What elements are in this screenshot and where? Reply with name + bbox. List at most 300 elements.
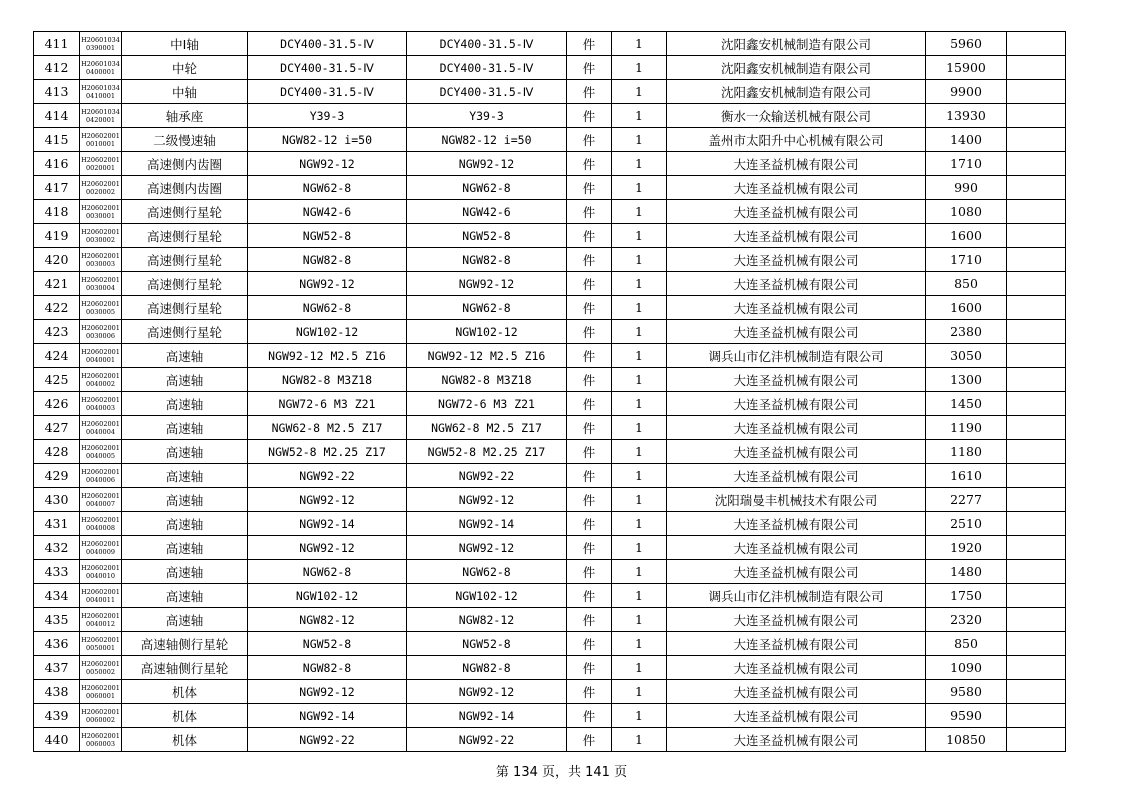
model-cell: DCY400-31.5-Ⅳ bbox=[407, 80, 567, 104]
material-code-cell: H206020010040002 bbox=[80, 368, 122, 392]
spec-cell: NGW52-8 M2.25 Z17 bbox=[248, 440, 407, 464]
row-number-cell: 423 bbox=[34, 320, 80, 344]
part-name-cell: 中Ⅰ轴 bbox=[122, 32, 248, 56]
price-cell: 1610 bbox=[926, 464, 1007, 488]
material-code-cell: H206020010030004 bbox=[80, 272, 122, 296]
price-cell: 850 bbox=[926, 632, 1007, 656]
row-number-cell: 424 bbox=[34, 344, 80, 368]
material-code-cell: H206020010040011 bbox=[80, 584, 122, 608]
price-cell: 1190 bbox=[926, 416, 1007, 440]
note-cell bbox=[1007, 440, 1066, 464]
row-number-cell: 437 bbox=[34, 656, 80, 680]
price-cell: 1080 bbox=[926, 200, 1007, 224]
note-cell bbox=[1007, 272, 1066, 296]
table-row bbox=[34, 512, 1066, 536]
spec-cell: NGW92-12 M2.5 Z16 bbox=[248, 344, 407, 368]
part-name-cell: 高速轴 bbox=[122, 392, 248, 416]
quantity-cell: 1 bbox=[612, 152, 667, 176]
quantity-cell: 1 bbox=[612, 56, 667, 80]
price-cell: 2320 bbox=[926, 608, 1007, 632]
note-cell bbox=[1007, 608, 1066, 632]
note-cell bbox=[1007, 128, 1066, 152]
table-row bbox=[34, 248, 1066, 272]
model-cell: NGW92-12 bbox=[407, 152, 567, 176]
quantity-cell: 1 bbox=[612, 392, 667, 416]
row-number-cell: 433 bbox=[34, 560, 80, 584]
row-number-cell: 412 bbox=[34, 56, 80, 80]
price-cell: 1450 bbox=[926, 392, 1007, 416]
row-number-cell: 427 bbox=[34, 416, 80, 440]
price-cell: 2380 bbox=[926, 320, 1007, 344]
spec-cell: NGW52-8 bbox=[248, 632, 407, 656]
unit-cell: 件 bbox=[567, 248, 612, 272]
price-cell: 1400 bbox=[926, 128, 1007, 152]
model-cell: NGW92-12 bbox=[407, 488, 567, 512]
material-code-cell: H206020010020001 bbox=[80, 152, 122, 176]
price-cell: 1300 bbox=[926, 368, 1007, 392]
price-cell: 1480 bbox=[926, 560, 1007, 584]
unit-cell: 件 bbox=[567, 392, 612, 416]
supplier-cell: 沈阳瑞曼丰机械技术有限公司 bbox=[667, 488, 926, 512]
spec-cell: NGW92-12 bbox=[248, 152, 407, 176]
quantity-cell: 1 bbox=[612, 296, 667, 320]
page-indicator: 第 134 页，共 141 页 bbox=[495, 765, 628, 780]
table-row bbox=[34, 224, 1066, 248]
note-cell bbox=[1007, 536, 1066, 560]
table-row bbox=[34, 728, 1066, 752]
unit-cell: 件 bbox=[567, 272, 612, 296]
table-row bbox=[34, 536, 1066, 560]
unit-cell: 件 bbox=[567, 320, 612, 344]
quantity-cell: 1 bbox=[612, 80, 667, 104]
spec-cell: NGW62-8 bbox=[248, 560, 407, 584]
price-cell: 1920 bbox=[926, 536, 1007, 560]
quantity-cell: 1 bbox=[612, 128, 667, 152]
part-name-cell: 高速侧内齿圈 bbox=[122, 176, 248, 200]
price-cell: 1090 bbox=[926, 656, 1007, 680]
part-name-cell: 机体 bbox=[122, 704, 248, 728]
note-cell bbox=[1007, 176, 1066, 200]
supplier-cell: 大连圣益机械有限公司 bbox=[667, 512, 926, 536]
row-number-cell: 428 bbox=[34, 440, 80, 464]
quantity-cell: 1 bbox=[612, 464, 667, 488]
quantity-cell: 1 bbox=[612, 608, 667, 632]
price-cell: 5960 bbox=[926, 32, 1007, 56]
table-row bbox=[34, 584, 1066, 608]
part-name-cell: 二级慢速轴 bbox=[122, 128, 248, 152]
spec-cell: NGW92-14 bbox=[248, 512, 407, 536]
supplier-cell: 大连圣益机械有限公司 bbox=[667, 680, 926, 704]
model-cell: NGW82-12 i=50 bbox=[407, 128, 567, 152]
supplier-cell: 大连圣益机械有限公司 bbox=[667, 632, 926, 656]
price-cell: 9580 bbox=[926, 680, 1007, 704]
supplier-cell: 调兵山市亿沣机械制造有限公司 bbox=[667, 344, 926, 368]
quantity-cell: 1 bbox=[612, 176, 667, 200]
table-row bbox=[34, 104, 1066, 128]
quantity-cell: 1 bbox=[612, 512, 667, 536]
quantity-cell: 1 bbox=[612, 248, 667, 272]
note-cell bbox=[1007, 680, 1066, 704]
quantity-cell: 1 bbox=[612, 32, 667, 56]
supplier-cell: 大连圣益机械有限公司 bbox=[667, 296, 926, 320]
price-cell: 9590 bbox=[926, 704, 1007, 728]
part-name-cell: 中轮 bbox=[122, 56, 248, 80]
part-name-cell: 机体 bbox=[122, 680, 248, 704]
table-row bbox=[34, 128, 1066, 152]
supplier-cell: 大连圣益机械有限公司 bbox=[667, 464, 926, 488]
spec-cell: NGW82-8 bbox=[248, 248, 407, 272]
material-code-cell: H206020010030001 bbox=[80, 200, 122, 224]
supplier-cell: 大连圣益机械有限公司 bbox=[667, 608, 926, 632]
model-cell: NGW92-22 bbox=[407, 464, 567, 488]
note-cell bbox=[1007, 392, 1066, 416]
model-cell: NGW52-8 bbox=[407, 632, 567, 656]
row-number-cell: 416 bbox=[34, 152, 80, 176]
price-cell: 13930 bbox=[926, 104, 1007, 128]
model-cell: NGW52-8 bbox=[407, 224, 567, 248]
price-cell: 1750 bbox=[926, 584, 1007, 608]
model-cell: NGW52-8 M2.25 Z17 bbox=[407, 440, 567, 464]
quantity-cell: 1 bbox=[612, 344, 667, 368]
model-cell: DCY400-31.5-Ⅳ bbox=[407, 56, 567, 80]
quantity-cell: 1 bbox=[612, 584, 667, 608]
table-row bbox=[34, 368, 1066, 392]
material-code-cell: H206020010040009 bbox=[80, 536, 122, 560]
table-row bbox=[34, 80, 1066, 104]
part-name-cell: 中轴 bbox=[122, 80, 248, 104]
part-name-cell: 高速轴 bbox=[122, 608, 248, 632]
table-row bbox=[34, 680, 1066, 704]
model-cell: NGW82-8 bbox=[407, 248, 567, 272]
row-number-cell: 431 bbox=[34, 512, 80, 536]
unit-cell: 件 bbox=[567, 104, 612, 128]
spec-cell: NGW82-12 i=50 bbox=[248, 128, 407, 152]
price-cell: 850 bbox=[926, 272, 1007, 296]
table-row bbox=[34, 704, 1066, 728]
spec-cell: NGW62-8 bbox=[248, 296, 407, 320]
note-cell bbox=[1007, 32, 1066, 56]
model-cell: NGW82-12 bbox=[407, 608, 567, 632]
model-cell: DCY400-31.5-Ⅳ bbox=[407, 32, 567, 56]
material-code-cell: H206020010050001 bbox=[80, 632, 122, 656]
material-code-cell: H206020010060001 bbox=[80, 680, 122, 704]
row-number-cell: 426 bbox=[34, 392, 80, 416]
row-number-cell: 434 bbox=[34, 584, 80, 608]
note-cell bbox=[1007, 104, 1066, 128]
part-name-cell: 机体 bbox=[122, 728, 248, 752]
quantity-cell: 1 bbox=[612, 560, 667, 584]
model-cell: Y39-3 bbox=[407, 104, 567, 128]
table-row bbox=[34, 152, 1066, 176]
row-number-cell: 432 bbox=[34, 536, 80, 560]
model-cell: NGW62-8 bbox=[407, 176, 567, 200]
note-cell bbox=[1007, 224, 1066, 248]
material-code-cell: H206020010030003 bbox=[80, 248, 122, 272]
table-row bbox=[34, 320, 1066, 344]
unit-cell: 件 bbox=[567, 368, 612, 392]
price-cell: 3050 bbox=[926, 344, 1007, 368]
material-code-cell: H206020010060003 bbox=[80, 728, 122, 752]
part-name-cell: 高速侧行星轮 bbox=[122, 296, 248, 320]
table-row bbox=[34, 488, 1066, 512]
unit-cell: 件 bbox=[567, 56, 612, 80]
unit-cell: 件 bbox=[567, 512, 612, 536]
part-name-cell: 高速轴 bbox=[122, 344, 248, 368]
unit-cell: 件 bbox=[567, 632, 612, 656]
note-cell bbox=[1007, 320, 1066, 344]
material-code-cell: H206020010030005 bbox=[80, 296, 122, 320]
quantity-cell: 1 bbox=[612, 224, 667, 248]
supplier-cell: 大连圣益机械有限公司 bbox=[667, 176, 926, 200]
row-number-cell: 419 bbox=[34, 224, 80, 248]
unit-cell: 件 bbox=[567, 80, 612, 104]
table-row bbox=[34, 296, 1066, 320]
row-number-cell: 421 bbox=[34, 272, 80, 296]
price-cell: 2510 bbox=[926, 512, 1007, 536]
note-cell bbox=[1007, 488, 1066, 512]
note-cell bbox=[1007, 56, 1066, 80]
spec-cell: NGW82-8 M3Z18 bbox=[248, 368, 407, 392]
supplier-cell: 大连圣益机械有限公司 bbox=[667, 536, 926, 560]
model-cell: NGW92-22 bbox=[407, 728, 567, 752]
spec-cell: NGW62-8 M2.5 Z17 bbox=[248, 416, 407, 440]
row-number-cell: 418 bbox=[34, 200, 80, 224]
price-cell: 1710 bbox=[926, 152, 1007, 176]
row-number-cell: 430 bbox=[34, 488, 80, 512]
price-cell: 10850 bbox=[926, 728, 1007, 752]
supplier-cell: 大连圣益机械有限公司 bbox=[667, 560, 926, 584]
model-cell: NGW82-8 bbox=[407, 656, 567, 680]
note-cell bbox=[1007, 512, 1066, 536]
spec-cell: NGW42-6 bbox=[248, 200, 407, 224]
supplier-cell: 大连圣益机械有限公司 bbox=[667, 704, 926, 728]
price-cell: 15900 bbox=[926, 56, 1007, 80]
unit-cell: 件 bbox=[567, 224, 612, 248]
note-cell bbox=[1007, 344, 1066, 368]
unit-cell: 件 bbox=[567, 464, 612, 488]
material-code-cell: H206020010040004 bbox=[80, 416, 122, 440]
note-cell bbox=[1007, 728, 1066, 752]
unit-cell: 件 bbox=[567, 704, 612, 728]
part-name-cell: 高速侧行星轮 bbox=[122, 248, 248, 272]
spec-cell: NGW92-22 bbox=[248, 728, 407, 752]
row-number-cell: 422 bbox=[34, 296, 80, 320]
model-cell: NGW72-6 M3 Z21 bbox=[407, 392, 567, 416]
note-cell bbox=[1007, 560, 1066, 584]
model-cell: NGW42-6 bbox=[407, 200, 567, 224]
unit-cell: 件 bbox=[567, 608, 612, 632]
table-row bbox=[34, 440, 1066, 464]
unit-cell: 件 bbox=[567, 296, 612, 320]
model-cell: NGW62-8 bbox=[407, 560, 567, 584]
quantity-cell: 1 bbox=[612, 368, 667, 392]
supplier-cell: 大连圣益机械有限公司 bbox=[667, 152, 926, 176]
material-code-cell: H206020010040003 bbox=[80, 392, 122, 416]
part-name-cell: 高速侧行星轮 bbox=[122, 200, 248, 224]
unit-cell: 件 bbox=[567, 584, 612, 608]
table-row bbox=[34, 32, 1066, 56]
supplier-cell: 大连圣益机械有限公司 bbox=[667, 320, 926, 344]
part-name-cell: 高速轴 bbox=[122, 488, 248, 512]
part-name-cell: 高速侧行星轮 bbox=[122, 320, 248, 344]
row-number-cell: 425 bbox=[34, 368, 80, 392]
unit-cell: 件 bbox=[567, 416, 612, 440]
spec-cell: DCY400-31.5-Ⅳ bbox=[248, 56, 407, 80]
material-code-cell: H206020010040006 bbox=[80, 464, 122, 488]
row-number-cell: 436 bbox=[34, 632, 80, 656]
note-cell bbox=[1007, 416, 1066, 440]
model-cell: NGW82-8 M3Z18 bbox=[407, 368, 567, 392]
supplier-cell: 大连圣益机械有限公司 bbox=[667, 416, 926, 440]
note-cell bbox=[1007, 200, 1066, 224]
table-row bbox=[34, 632, 1066, 656]
parts-table bbox=[33, 31, 1066, 752]
table-row bbox=[34, 176, 1066, 200]
table-row bbox=[34, 560, 1066, 584]
model-cell: NGW92-12 M2.5 Z16 bbox=[407, 344, 567, 368]
row-number-cell: 440 bbox=[34, 728, 80, 752]
supplier-cell: 盖州市太阳升中心机械有限公司 bbox=[667, 128, 926, 152]
table-row bbox=[34, 464, 1066, 488]
spec-cell: DCY400-31.5-Ⅳ bbox=[248, 80, 407, 104]
price-cell: 9900 bbox=[926, 80, 1007, 104]
row-number-cell: 413 bbox=[34, 80, 80, 104]
supplier-cell: 大连圣益机械有限公司 bbox=[667, 248, 926, 272]
material-code-cell: H206020010040007 bbox=[80, 488, 122, 512]
unit-cell: 件 bbox=[567, 656, 612, 680]
quantity-cell: 1 bbox=[612, 320, 667, 344]
quantity-cell: 1 bbox=[612, 536, 667, 560]
supplier-cell: 大连圣益机械有限公司 bbox=[667, 224, 926, 248]
material-code-cell: H206020010030006 bbox=[80, 320, 122, 344]
part-name-cell: 轴承座 bbox=[122, 104, 248, 128]
note-cell bbox=[1007, 656, 1066, 680]
spec-cell: NGW102-12 bbox=[248, 584, 407, 608]
table-row bbox=[34, 272, 1066, 296]
spec-cell: NGW92-12 bbox=[248, 272, 407, 296]
price-cell: 1600 bbox=[926, 224, 1007, 248]
supplier-cell: 衡水一众输送机械有限公司 bbox=[667, 104, 926, 128]
row-number-cell: 438 bbox=[34, 680, 80, 704]
note-cell bbox=[1007, 368, 1066, 392]
part-name-cell: 高速轴 bbox=[122, 440, 248, 464]
unit-cell: 件 bbox=[567, 488, 612, 512]
table-row bbox=[34, 656, 1066, 680]
part-name-cell: 高速轴侧行星轮 bbox=[122, 632, 248, 656]
quantity-cell: 1 bbox=[612, 488, 667, 512]
quantity-cell: 1 bbox=[612, 200, 667, 224]
note-cell bbox=[1007, 80, 1066, 104]
price-cell: 990 bbox=[926, 176, 1007, 200]
spec-cell: NGW52-8 bbox=[248, 224, 407, 248]
material-code-cell: H206020010020002 bbox=[80, 176, 122, 200]
spec-cell: NGW82-8 bbox=[248, 656, 407, 680]
supplier-cell: 大连圣益机械有限公司 bbox=[667, 728, 926, 752]
quantity-cell: 1 bbox=[612, 680, 667, 704]
supplier-cell: 沈阳鑫安机械制造有限公司 bbox=[667, 32, 926, 56]
unit-cell: 件 bbox=[567, 560, 612, 584]
model-cell: NGW92-12 bbox=[407, 536, 567, 560]
model-cell: NGW102-12 bbox=[407, 320, 567, 344]
unit-cell: 件 bbox=[567, 728, 612, 752]
spec-cell: NGW102-12 bbox=[248, 320, 407, 344]
material-code-cell: H206020010040001 bbox=[80, 344, 122, 368]
material-code-cell: H206020010040010 bbox=[80, 560, 122, 584]
unit-cell: 件 bbox=[567, 152, 612, 176]
part-name-cell: 高速轴 bbox=[122, 584, 248, 608]
material-code-cell: H206010340420001 bbox=[80, 104, 122, 128]
quantity-cell: 1 bbox=[612, 104, 667, 128]
price-cell: 2277 bbox=[926, 488, 1007, 512]
table-row bbox=[34, 392, 1066, 416]
row-number-cell: 435 bbox=[34, 608, 80, 632]
spec-cell: NGW92-12 bbox=[248, 536, 407, 560]
row-number-cell: 429 bbox=[34, 464, 80, 488]
row-number-cell: 414 bbox=[34, 104, 80, 128]
table-row bbox=[34, 200, 1066, 224]
note-cell bbox=[1007, 152, 1066, 176]
unit-cell: 件 bbox=[567, 128, 612, 152]
note-cell bbox=[1007, 296, 1066, 320]
part-name-cell: 高速轴 bbox=[122, 560, 248, 584]
material-code-cell: H206020010060002 bbox=[80, 704, 122, 728]
row-number-cell: 439 bbox=[34, 704, 80, 728]
supplier-cell: 大连圣益机械有限公司 bbox=[667, 368, 926, 392]
supplier-cell: 大连圣益机械有限公司 bbox=[667, 656, 926, 680]
price-cell: 1600 bbox=[926, 296, 1007, 320]
model-cell: NGW62-8 M2.5 Z17 bbox=[407, 416, 567, 440]
material-code-cell: H206010340410001 bbox=[80, 80, 122, 104]
spec-cell: NGW72-6 M3 Z21 bbox=[248, 392, 407, 416]
quantity-cell: 1 bbox=[612, 656, 667, 680]
material-code-cell: H206020010040012 bbox=[80, 608, 122, 632]
quantity-cell: 1 bbox=[612, 632, 667, 656]
part-name-cell: 高速轴侧行星轮 bbox=[122, 656, 248, 680]
unit-cell: 件 bbox=[567, 32, 612, 56]
model-cell: NGW92-12 bbox=[407, 272, 567, 296]
row-number-cell: 420 bbox=[34, 248, 80, 272]
quantity-cell: 1 bbox=[612, 272, 667, 296]
material-code-cell: H206020010040008 bbox=[80, 512, 122, 536]
unit-cell: 件 bbox=[567, 440, 612, 464]
table-row bbox=[34, 416, 1066, 440]
spec-cell: NGW92-12 bbox=[248, 488, 407, 512]
material-code-cell: H206020010010001 bbox=[80, 128, 122, 152]
spec-cell: DCY400-31.5-Ⅳ bbox=[248, 32, 407, 56]
note-cell bbox=[1007, 584, 1066, 608]
spec-cell: NGW82-12 bbox=[248, 608, 407, 632]
supplier-cell: 沈阳鑫安机械制造有限公司 bbox=[667, 80, 926, 104]
spec-cell: NGW62-8 bbox=[248, 176, 407, 200]
model-cell: NGW102-12 bbox=[407, 584, 567, 608]
note-cell bbox=[1007, 704, 1066, 728]
model-cell: NGW92-14 bbox=[407, 704, 567, 728]
supplier-cell: 大连圣益机械有限公司 bbox=[667, 272, 926, 296]
part-name-cell: 高速轴 bbox=[122, 368, 248, 392]
unit-cell: 件 bbox=[567, 176, 612, 200]
note-cell bbox=[1007, 632, 1066, 656]
supplier-cell: 大连圣益机械有限公司 bbox=[667, 440, 926, 464]
material-code-cell: H206010340400001 bbox=[80, 56, 122, 80]
row-number-cell: 411 bbox=[34, 32, 80, 56]
supplier-cell: 大连圣益机械有限公司 bbox=[667, 392, 926, 416]
unit-cell: 件 bbox=[567, 680, 612, 704]
quantity-cell: 1 bbox=[612, 416, 667, 440]
supplier-cell: 沈阳鑫安机械制造有限公司 bbox=[667, 56, 926, 80]
spec-cell: NGW92-12 bbox=[248, 680, 407, 704]
part-name-cell: 高速轴 bbox=[122, 416, 248, 440]
row-number-cell: 415 bbox=[34, 128, 80, 152]
